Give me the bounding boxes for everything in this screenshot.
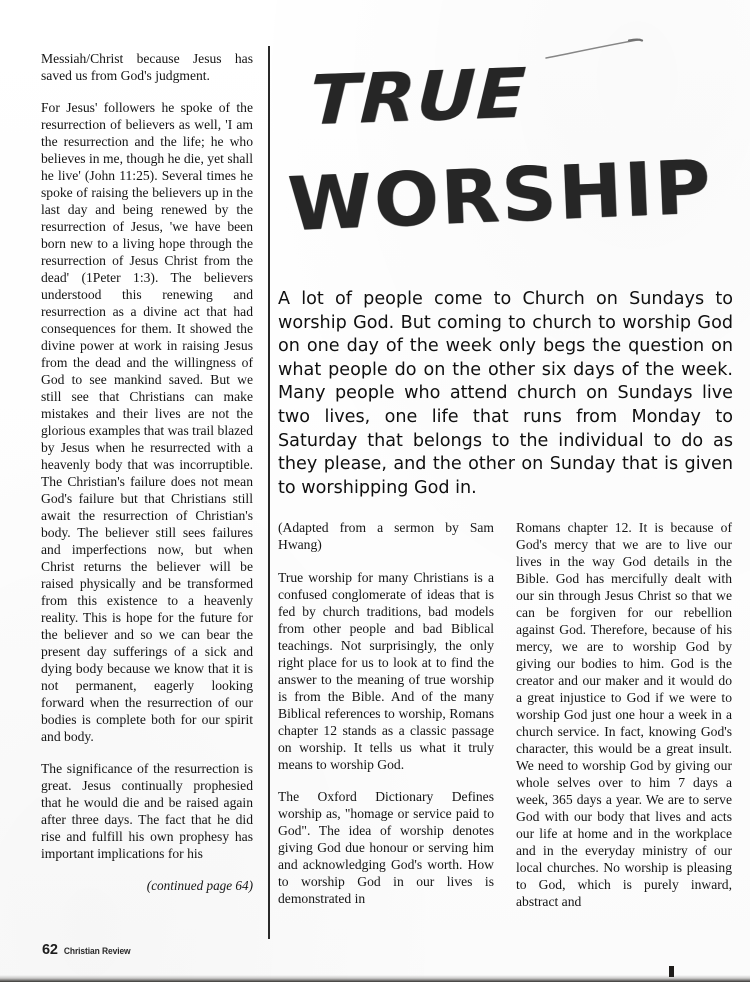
body-column-left (278, 519, 494, 951)
body-left-paragraph-2: The Oxford Dictionary Defines worship as, "homage or service paid to God". The idea of worship denotes giving God due honour or serving him and acknowledging God's worth. How to worship God in our lives is demonstrated in (278, 789, 494, 906)
body-column-right (516, 519, 732, 951)
page-footer (42, 941, 133, 959)
scan-edge-shadow (0, 975, 750, 982)
article-standfirst: A lot of people come to Church on Sundays to worship God. But coming to church to worship God on one day of the week only begs the question on what people do on the other six days of the week. Many people who attend church on Sundays live two lives, one life that runs from Monday to Saturday that belongs to the individual to do as they please, and the other on Sunday that is given to worshipping God in. (278, 289, 733, 498)
headline-line-1: TRUE (308, 54, 528, 142)
body-right-paragraph-1: Romans chapter 12. It is because of God's mercy that we are to live our lives in the way God details in the Bible. God has mercifully dealt with our sin through Jesus Christ so that we can be forgiven for our rebellion against God. Therefore, because of his mercy, we are to worship God by giving our bodies to him. God is the creator and our maker and it would do a great injustice to God if we were to worship God just one hour a week in a church service. In fact, knowing God's character, this would be a great insult. We need to worship God by giving our whole selves over to him 7 days a week, 365 days a year. We are to serve God with our body that lives and acts our life at home and in the workplace and in the everyday ministry of our local churches. No worship is pleasing to God, which is purely inward, abstract and (516, 520, 732, 909)
body-left-paragraph-1: True worship for many Christians is a confused conglomerate of ideas that is fed by church traditions, bad models from other people and bad Biblical teachings. Not surprisingly, the only right place for us to look at to find the answer to the meaning of true worship is from the Bible. And of the many Biblical references to worship, Romans chapter 12 stands as a classic passage on worship. It tells us what it truly means to worship God. (278, 570, 494, 772)
left-article-column (41, 50, 253, 894)
article-headline (286, 54, 732, 280)
page-number: 62 (42, 942, 58, 958)
column-divider-rule (268, 46, 270, 939)
left-paragraph-2: For Jesus' followers he spoke of the resurrection of believers as well, 'I am the resurrection and the life; he who believes in me, though he die, yet shall he live' (John 11:25). Several times he spoke of raising the believers up in the last day and being renewed by the resurrection of Jesus, 'we have been born new to a living hope through the resurrection of Jesus Christ from the dead' (1Peter 1:3). The believers understood this renewing and resurrection as a divine act that had consequences for them. It showed the divine power at work in raising Jesus from the dead and the willingness of God to see mankind saved. But we still see that Christians can make mistakes and their lives are not the glorious examples that was trail blazed by Jesus when he resurrected with a heavenly body that was incorruptible. The Christian's failure does not mean God's failure but that Christians still await the resurrection of Christian's body. The believer still sees failures and imperfections now, but when Christ returns the believer will be raised physically and be transformed from this existence to a heavenly reality. This is hope for the future for the believer and so we can bear the present day sufferings of a sick and dying body because we know that it is not permanent, eagerly looking forward when the resurrection of our bodies is complete both for our spirit and body. (41, 100, 253, 744)
headline-line-2: WORSHIP (286, 144, 715, 248)
publication-name: Christian Review (63, 946, 131, 956)
left-paragraph-3: The significance of the resurrection is great. Jesus continually prophesied that he would die and be raised again after three days. The fact that he did rise and fulfill his own prophesy has important implications for his (41, 761, 253, 861)
scan-edge-nick (669, 966, 674, 977)
attribution-line: (Adapted from a sermon by Sam Hwang) (278, 520, 494, 552)
continued-note: (continued page 64) (146, 878, 253, 893)
left-paragraph-1: Messiah/Christ because Jesus has saved us from God's judgment. (41, 51, 253, 83)
scan-artifact-stroke (545, 38, 657, 60)
article-body (278, 519, 733, 951)
